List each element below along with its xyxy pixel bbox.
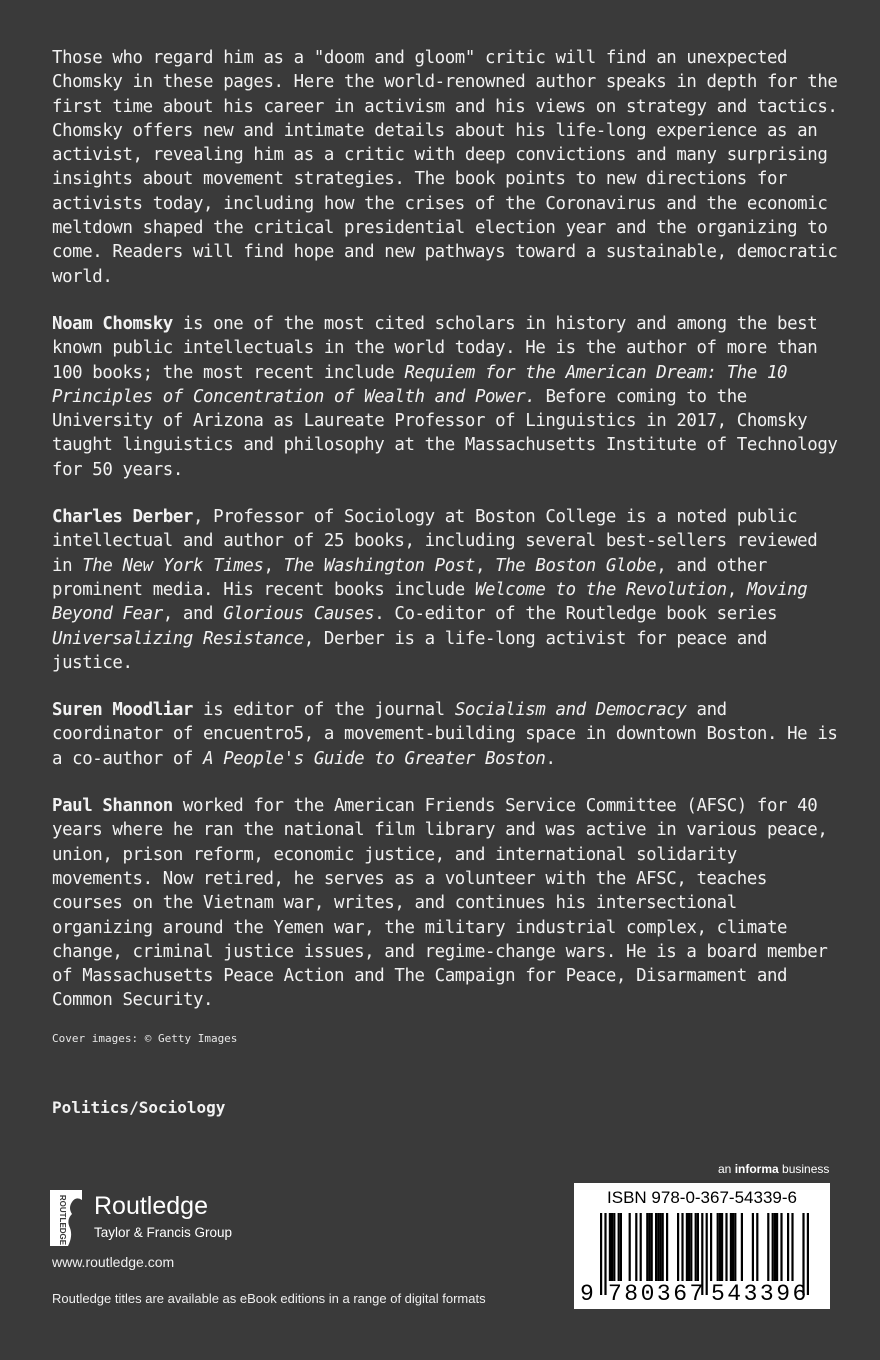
barcode-bar xyxy=(756,1213,758,1281)
barcode-bar xyxy=(741,1213,743,1281)
barcode-bar xyxy=(657,1213,659,1281)
barcode-bar xyxy=(776,1213,778,1281)
barcode-bar xyxy=(648,1213,650,1281)
barcode-bar xyxy=(611,1213,613,1281)
publisher-group: Taylor & Francis Group xyxy=(94,1225,233,1240)
barcode-bar xyxy=(662,1213,664,1281)
routledge-emblem-icon xyxy=(50,1190,82,1246)
informa-tagline: an informa business xyxy=(718,1162,830,1176)
bio-derber: Charles Derber, Professor of Sociology at Boston College is a noted public intellectual and author of 25 books, including several best-sellers reviewed in The New York Times, The Washington Post, The Boston Globe, and other prominent media. His recent books include Welcome to the Revolution, Moving Beyond Fear, and Glorious Causes. Co-editor of the Routledge book series Universalizing Resistance, Derber is a life-long activist for peace and justice. xyxy=(52,507,818,673)
isbn-label: ISBN 978-0-367-54339-6 xyxy=(607,1188,797,1207)
barcode-bar xyxy=(767,1213,769,1281)
barcode-bar xyxy=(600,1213,602,1295)
author-name: Paul Shannon xyxy=(52,796,173,817)
barcode-bar xyxy=(677,1213,679,1281)
barcode-bar xyxy=(629,1213,631,1281)
book-title: Glorious Causes xyxy=(223,604,375,625)
series-title: Universalizing Resistance xyxy=(52,628,304,649)
barcode-bar xyxy=(688,1213,690,1281)
journal-title: Socialism and Democracy xyxy=(454,700,687,721)
barcode-bar xyxy=(666,1213,668,1281)
barcode-bar xyxy=(772,1213,774,1281)
subject-category: Politics/Sociology xyxy=(52,1098,226,1117)
barcode-bar xyxy=(613,1213,615,1281)
barcode-bar xyxy=(651,1213,653,1281)
barcode-bar xyxy=(730,1213,732,1281)
routledge-logo xyxy=(50,1190,290,1250)
barcode-bar xyxy=(609,1213,611,1281)
barcode-bar xyxy=(780,1213,782,1281)
publication-title: The New York Times xyxy=(82,555,264,576)
barcode-bar xyxy=(725,1213,727,1281)
cover-credit: Cover images: © Getty Images xyxy=(52,1032,238,1045)
barcode-bar xyxy=(710,1213,712,1281)
publication-title: The Boston Globe xyxy=(495,555,657,576)
barcode-bar xyxy=(620,1213,622,1281)
book-title: A People's Guide to Greater Boston xyxy=(203,748,546,769)
publisher-name: Routledge xyxy=(94,1192,208,1220)
isbn-barcode: ISBN 978-0-367-54339-6 9 780367 543396 xyxy=(574,1183,830,1309)
book-title: Welcome to the Revolution xyxy=(474,579,727,600)
back-cover-text xyxy=(52,46,842,1036)
book-title: Requiem for the American Dream: The 10 Principles of Concentration of Wealth and Power. xyxy=(52,362,788,407)
barcode-bar xyxy=(640,1213,642,1281)
barcode-bar xyxy=(734,1213,736,1281)
bio-shannon: Paul Shannon worked for the American Friends Service Committee (AFSC) for 40 years where he ran the national film library and was active in various peace, union, prison reform, economic justice, and international solidarity movements. Now retired, he serves as a volunteer with the AFSC, teaches courses on the Vietnam war, writes, and continues his intersectional organizing around the Yemen war, the military industrial complex, climate change, criminal justice issues, and regime-change wars. He is a board member of Massachusetts Peace Action and The Campaign for Peace, Disarmament and Common Security. xyxy=(52,796,828,1011)
author-name: Noam Chomsky xyxy=(52,313,173,334)
publisher-website[interactable]: www.routledge.com xyxy=(52,1254,175,1270)
barcode-bar xyxy=(791,1213,793,1281)
barcode-bar xyxy=(717,1213,719,1281)
barcode-bar xyxy=(697,1213,699,1281)
publication-title: The Washington Post xyxy=(283,555,475,576)
barcode-bar xyxy=(787,1213,789,1281)
ebook-note: Routledge titles are available as eBook editions in a range of digital formats xyxy=(52,1291,486,1306)
barcode-bar xyxy=(695,1213,697,1281)
barcode-bar xyxy=(635,1213,637,1281)
svg-text:ROUTLEDGE: ROUTLEDGE xyxy=(58,1194,67,1246)
barcode-bar xyxy=(721,1213,723,1281)
author-name: Charles Derber xyxy=(52,507,193,528)
informa-brand: informa xyxy=(734,1162,779,1176)
barcode-bar xyxy=(752,1213,754,1281)
barcode-bar xyxy=(686,1213,688,1281)
barcode-bar xyxy=(774,1213,776,1281)
barcode-bar xyxy=(690,1213,692,1281)
author-name: Suren Moodliar xyxy=(52,700,193,721)
book-title: Moving Beyond Fear xyxy=(52,579,808,625)
barcode-bar xyxy=(706,1213,708,1295)
barcode-bar xyxy=(618,1213,620,1281)
barcode-bar xyxy=(646,1213,648,1281)
barcode-bar xyxy=(655,1213,657,1281)
barcode-bar xyxy=(659,1213,661,1281)
bio-moodliar: Suren Moodliar is editor of the journal Socialism and Democracy and coordinator of encuentro5, a movement-building space in downtown Boston. He is a co-author of A People's Guide to Greater Boston. xyxy=(52,700,838,769)
barcode-bar xyxy=(719,1213,721,1281)
book-description: Those who regard him as a "doom and gloom" critic will find an unexpected Chomsky in these pages. Here the world-renowned author speaks in depth for the first time about his career in activism and his views on strategy and tactics. Chomsky offers new and intimate details about his life-long experience as an activist, revealing him as a critic with deep convictions and many surprising insights about movement strategies. The book points to new directions for activists today, including how the crises of the Coronavirus and the economic meltdown shaped the critical presidential election year and the organizing to come. Readers will find hope and new pathways toward a sustainable, democratic world. xyxy=(52,48,838,287)
barcode-bar xyxy=(604,1213,606,1295)
bio-chomsky: Noam Chomsky is one of the most cited scholars in history and among the best known public intellectuals in the world today. He is the author of more than 100 books; the most recent include Requiem for the American Dream: The 10 Principles of Concentration of Wealth and Power. Before coming to the University of Arizona as Laureate Professor of Linguistics in 2017, Chomsky taught linguistics and philosophy at the Massachusetts Institute of Technology for 50 years. xyxy=(52,313,838,480)
barcode-bar xyxy=(681,1213,683,1281)
barcode-bar xyxy=(732,1213,734,1281)
